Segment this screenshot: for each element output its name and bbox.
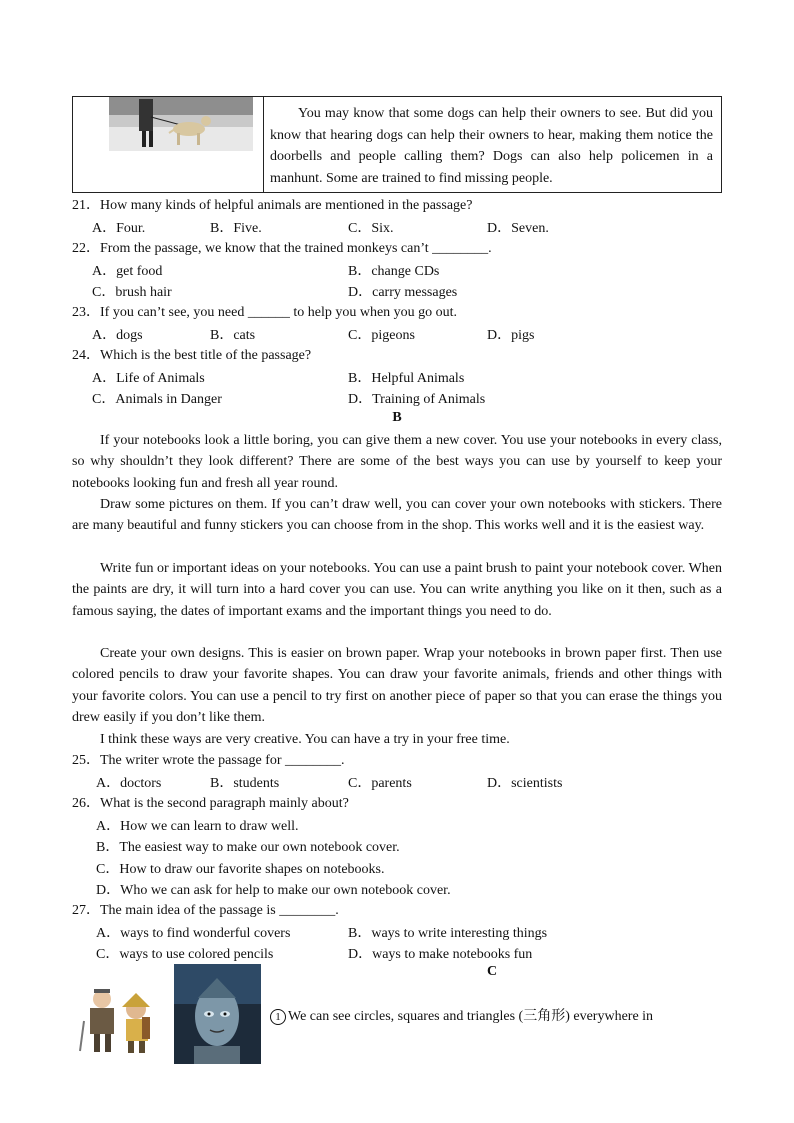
section-c-heading: C (486, 964, 498, 979)
q24-option-d[interactable]: D．Training of Animals (348, 392, 486, 407)
guide-dog-photo (109, 97, 253, 151)
q25-option-d[interactable]: D．scientists (487, 776, 563, 791)
q22-option-c[interactable]: C．brush hair (92, 285, 172, 300)
passage-b-paragraph-5: I think these ways are very creative. You can have a try in your free time. (100, 732, 510, 747)
q24-stem: 24．Which is the best title of the passage? (72, 348, 312, 363)
cartoon-characters-image (72, 985, 172, 1057)
q21-option-d[interactable]: D．Seven. (487, 221, 549, 236)
q25-stem: 25．The writer wrote the passage for ________. (72, 753, 345, 768)
q22-option-b[interactable]: B．change CDs (348, 264, 440, 279)
passage-c-first-line (270, 1006, 653, 1027)
circled-number-marker: 1 (270, 1009, 286, 1025)
q26-option-b[interactable]: B．The easiest way to make our own notebook cover. (96, 840, 400, 855)
q21-option-b[interactable]: B．Five. (210, 221, 262, 236)
section-b-heading: B (392, 410, 402, 425)
q23-option-b[interactable]: B．cats (210, 328, 256, 343)
q26-option-d[interactable]: D．Who we can ask for help to make our own notebook cover. (96, 883, 451, 898)
q21-stem: 21．How many kinds of helpful animals are mentioned in the passage? (72, 198, 473, 213)
passage-b-paragraph-1: If your notebooks look a little boring, you can give them a new cover. You use your notebooks in every class, so why shouldn’t they look different? There are some of the best ways you can use by yourself to keep your notebooks looking fun and fresh all year round. (72, 433, 722, 491)
passage-b-paragraph-2: Draw some pictures on them. If you can’t draw well, you can cover your own notebooks with stickers. There are many beautiful and funny stickers you can choose from in the shop. This works well and it is the easiest way. (72, 497, 722, 534)
q21-option-c[interactable]: C．Six. (348, 221, 394, 236)
intro-text: You may know that some dogs can help their owners to see. But did you know that hearing dogs can help their owners to hear, making them notice the doorbells and people calling them? Dogs can also help policemen in a manhunt. Some are trained to find missing people. (270, 106, 713, 186)
q26-stem: 26．What is the second paragraph mainly about? (72, 796, 349, 811)
q22-option-d[interactable]: D．carry messages (348, 285, 458, 300)
q26-option-c[interactable]: C．How to draw our favorite shapes on notebooks. (96, 862, 385, 877)
q25-option-a[interactable]: A．doctors (96, 776, 162, 791)
q27-option-b[interactable]: B．ways to write interesting things (348, 926, 548, 941)
q25-option-b[interactable]: B．students (210, 776, 280, 791)
q24-option-a[interactable]: A．Life of Animals (92, 371, 205, 386)
q23-option-a[interactable]: A．dogs (92, 328, 143, 343)
passage-c-text: We can see circles, squares and triangles (三角形) everywhere in (288, 1009, 654, 1024)
q24-option-b[interactable]: B．Helpful Animals (348, 371, 465, 386)
animated-character-image (174, 964, 261, 1064)
q27-option-c[interactable]: C．ways to use colored pencils (96, 947, 274, 962)
q22-stem: 22．From the passage, we know that the trained monkeys can’t ________. (72, 241, 492, 256)
q22-option-a[interactable]: A．get food (92, 264, 163, 279)
passage-b-paragraph-3: Write fun or important ideas on your notebooks. You can use a paint brush to paint your notebook cover. When the paints are dry, it will turn into a hard cover you can use. You can write anything you like on it then, such as a famous saying, the dates of important exams and the important things you need to do. (72, 561, 722, 619)
q23-option-c[interactable]: C．pigeons (348, 328, 415, 343)
q21-option-a[interactable]: A．Four. (92, 221, 146, 236)
intro-box (72, 96, 722, 193)
box-divider (263, 97, 264, 192)
q23-stem: 23．If you can’t see, you need ______ to help you when you go out. (72, 305, 458, 320)
q25-option-c[interactable]: C．parents (348, 776, 412, 791)
q23-option-d[interactable]: D．pigs (487, 328, 535, 343)
q27-option-d[interactable]: D．ways to make notebooks fun (348, 947, 533, 962)
q24-option-c[interactable]: C．Animals in Danger (92, 392, 222, 407)
passage-b-paragraph-4: Create your own designs. This is easier on brown paper. Wrap your notebooks in brown paper first. Then use colored pencils to draw your favorite shapes. You can draw your favorite animals, friends and other things with your favorite colors. You can use a pencil to try first on another piece of paper so that you can erase the things you drew easily if you don’t like them. (72, 646, 722, 725)
q27-option-a[interactable]: A．ways to find wonderful covers (96, 926, 291, 941)
q26-option-a[interactable]: A．How we can learn to draw well. (96, 819, 299, 834)
q27-stem: 27．The main idea of the passage is ________. (72, 903, 339, 918)
